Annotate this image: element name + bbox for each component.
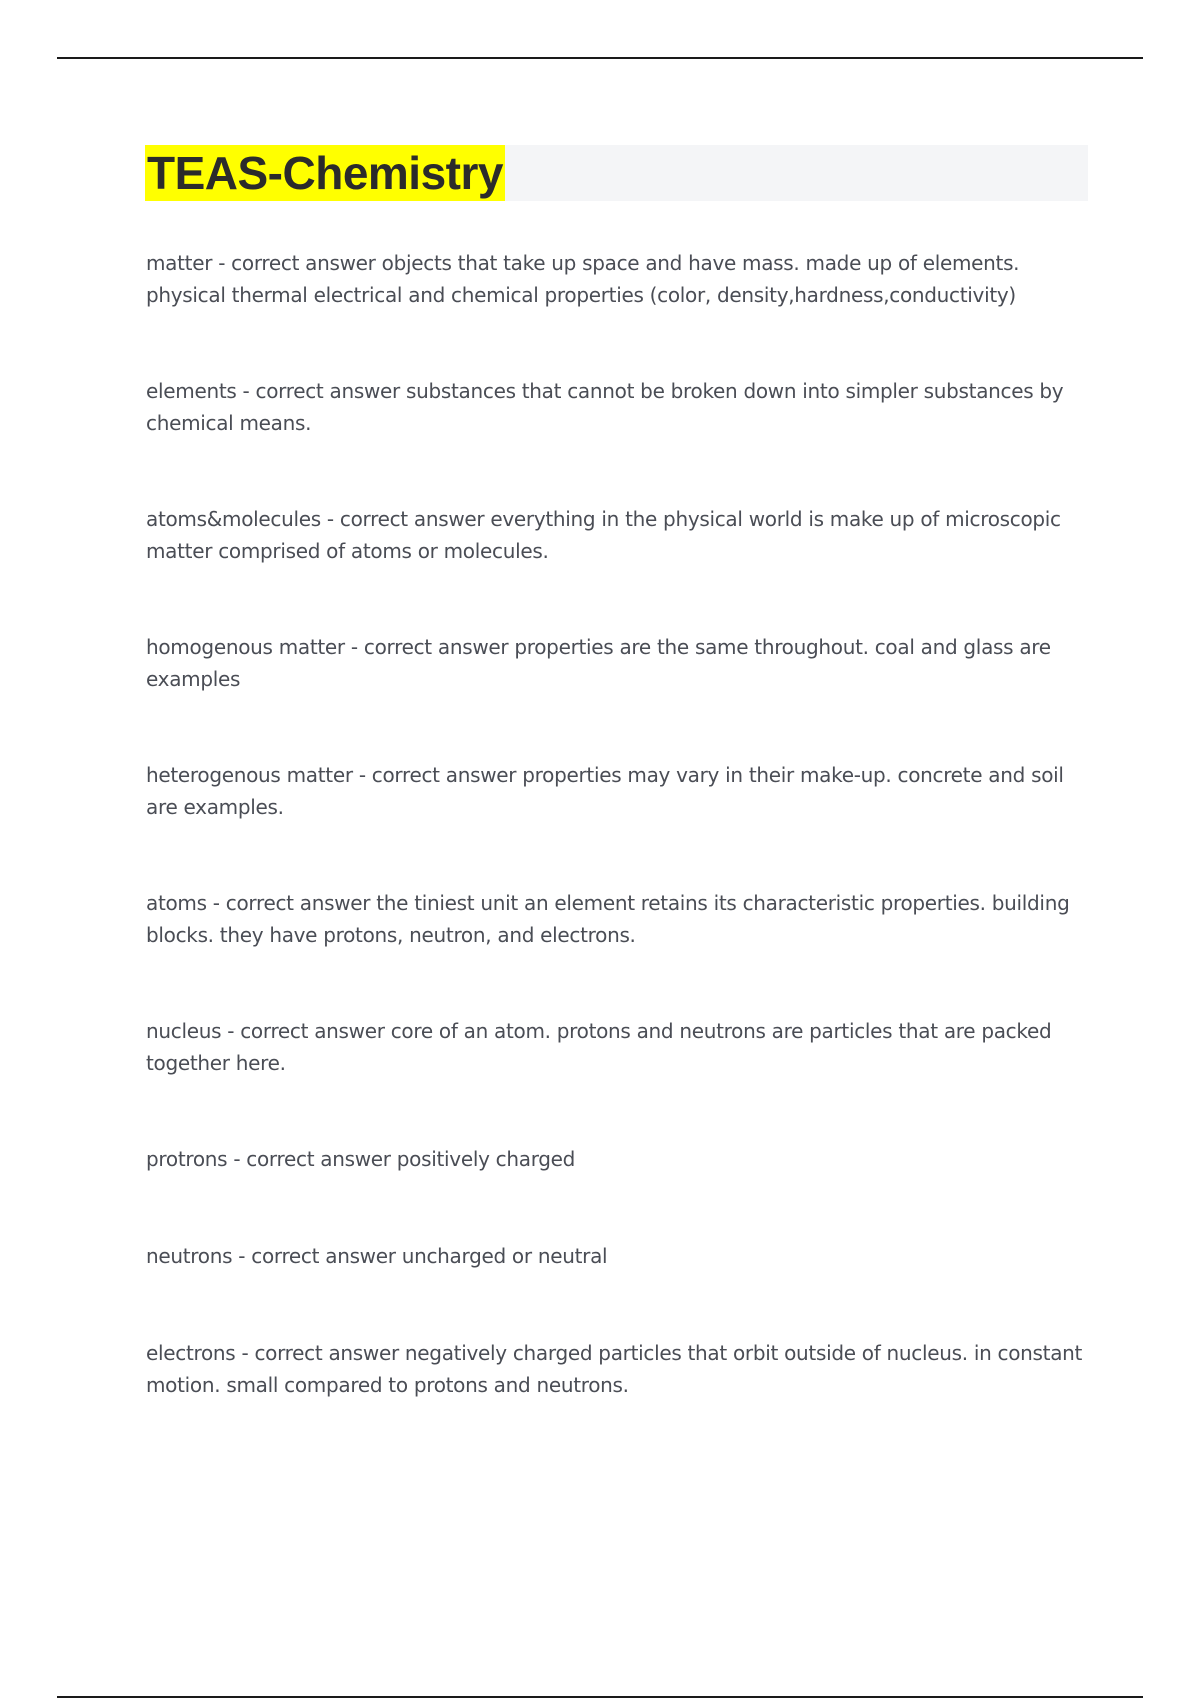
header-rule (57, 57, 1143, 59)
document-title: TEAS-Chemistry (147, 147, 503, 199)
entry-homogenous-matter: homogenous matter - correct answer properties are the same throughout. coal and glass are examples (146, 635, 1051, 691)
entry-matter: matter - correct answer objects that take up space and have mass. made up of elements. physical thermal electrical and chemical properties (color, density,hardness,conductivity) (146, 251, 1020, 307)
footer-rule (57, 1696, 1143, 1698)
entry-heterogenous-matter: heterogenous matter - correct answer properties may vary in their make-up. concrete and soil are examples. (146, 763, 1064, 819)
entry-neutrons: neutrons - correct answer uncharged or neutral (146, 1244, 608, 1268)
entry-elements: elements - correct answer substances that cannot be broken down into simpler substances by chemical means. (146, 379, 1064, 435)
entry-electrons: electrons - correct answer negatively charged particles that orbit outside of nucleus. in constant motion. small compared to protons and neutrons. (146, 1341, 1083, 1397)
entry-nucleus: nucleus - correct answer core of an atom. protons and neutrons are particles that are packed together here. (146, 1019, 1052, 1075)
entry-protrons: protrons - correct answer positively charged (146, 1147, 576, 1171)
entry-atoms-molecules: atoms&molecules - correct answer everything in the physical world is make up of microscopic matter comprised of atoms or molecules. (146, 507, 1061, 563)
entry-atoms: atoms - correct answer the tiniest unit an element retains its characteristic properties. building blocks. they have protons, neutron, and electrons. (146, 891, 1070, 947)
